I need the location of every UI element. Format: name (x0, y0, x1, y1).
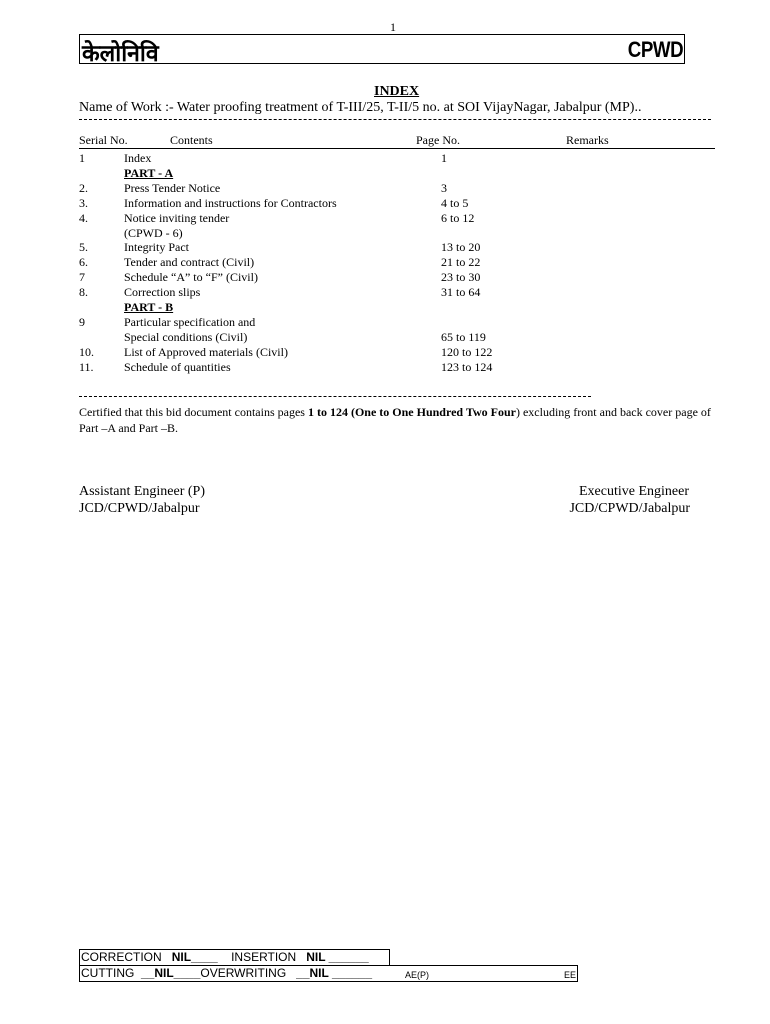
row-serial: 3. (79, 195, 88, 210)
header-underline (79, 148, 715, 149)
row-serial: 10. (79, 344, 94, 359)
row-contents: Schedule of quantities (124, 359, 231, 374)
row-contents: (CPWD - 6) (124, 225, 183, 240)
column-header-page: Page No. (416, 133, 460, 147)
footer-correction-row (79, 949, 390, 965)
certificate-text (79, 404, 719, 436)
signature-office: JCD/CPWD/Jabalpur (569, 501, 690, 516)
cutting-value: __NIL____ (141, 966, 201, 980)
row-serial: 11. (79, 359, 94, 374)
row-contents: Notice inviting tender (124, 210, 230, 225)
row-contents: Integrity Pact (124, 240, 189, 255)
row-page: 13 to 20 (441, 240, 481, 255)
row-contents: Index (124, 151, 152, 165)
ae-initial-label: AE(P) (405, 970, 430, 980)
row-serial: 4. (79, 210, 88, 225)
overwriting-label: OVERWRITING (200, 966, 287, 980)
column-header-serial: Serial No. (79, 133, 128, 147)
signature-title: Executive Engineer (578, 484, 689, 499)
row-page: 23 to 30 (441, 270, 481, 285)
signature-executive-engineer (569, 483, 690, 517)
signature-assistant-engineer (79, 483, 205, 517)
row-contents: Information and instructions for Contractors (124, 195, 337, 210)
row-contents: Special conditions (Civil) (124, 329, 248, 344)
row-serial: 2. (79, 180, 88, 195)
insertion-value: NIL ______ (306, 950, 369, 964)
correction-label: CORRECTION (81, 950, 162, 964)
index-title: INDEX (374, 84, 420, 99)
row-page: 3 (441, 180, 447, 195)
row-contents: Correction slips (124, 285, 201, 300)
certificate-suffix: ) excluding front and back cover page of Part –A and Part –B. (79, 405, 711, 435)
row-serial: 1 (79, 151, 85, 165)
header-banner (79, 34, 685, 67)
row-contents: PART - A (124, 165, 174, 180)
signature-title: Assistant Engineer (P) (79, 484, 205, 499)
row-serial: 7 (79, 270, 85, 285)
row-page: 65 to 119 (441, 329, 486, 344)
row-page: 6 to 12 (441, 210, 475, 225)
overwriting-value: __NIL ______ (296, 966, 373, 980)
row-serial: 5. (79, 240, 88, 255)
hindi-title: केलोनिवि (82, 41, 159, 67)
certificate-page-range: 1 to 124 (One to One Hundred Two Four (307, 405, 516, 419)
row-contents: Press Tender Notice (124, 180, 221, 195)
page-number: 1 (390, 20, 396, 34)
row-serial: 8. (79, 285, 88, 300)
row-page: 4 to 5 (441, 195, 469, 210)
column-header-contents: Contents (170, 133, 213, 147)
correction-value: NIL____ (171, 950, 218, 964)
row-page: 21 to 22 (441, 255, 481, 270)
row-page: 120 to 122 (441, 344, 493, 359)
row-page: 1 (441, 151, 447, 165)
certificate-prefix: Certified that this bid document contains pages (79, 405, 308, 419)
row-contents: PART - B (124, 300, 174, 314)
row-contents: Tender and contract (Civil) (124, 255, 255, 270)
row-contents: Schedule “A” to “F” (Civil) (124, 270, 258, 285)
row-serial: 6. (79, 255, 88, 270)
signature-office: JCD/CPWD/Jabalpur (79, 501, 200, 516)
cutting-label: CUTTING (81, 966, 135, 980)
dashed-divider (79, 119, 711, 120)
footer-cutting-row (79, 965, 578, 982)
row-contents: List of Approved materials (Civil) (124, 344, 288, 359)
row-contents: Particular specification and (124, 314, 256, 329)
row-page: 31 to 64 (441, 285, 481, 300)
column-header-remarks: Remarks (566, 133, 609, 147)
insertion-label: INSERTION (231, 950, 297, 964)
ee-initial-label: EE (564, 970, 577, 980)
name-of-work: Name of Work :- Water proofing treatment of T-III/25, T-II/5 no. at SOI VijayNagar, Jabalpur (MP).. (79, 100, 642, 115)
row-serial: 9 (79, 314, 85, 329)
row-page: 123 to 124 (441, 359, 493, 374)
dashed-divider (79, 396, 591, 397)
brand-logo-text: CPWD (627, 37, 683, 62)
